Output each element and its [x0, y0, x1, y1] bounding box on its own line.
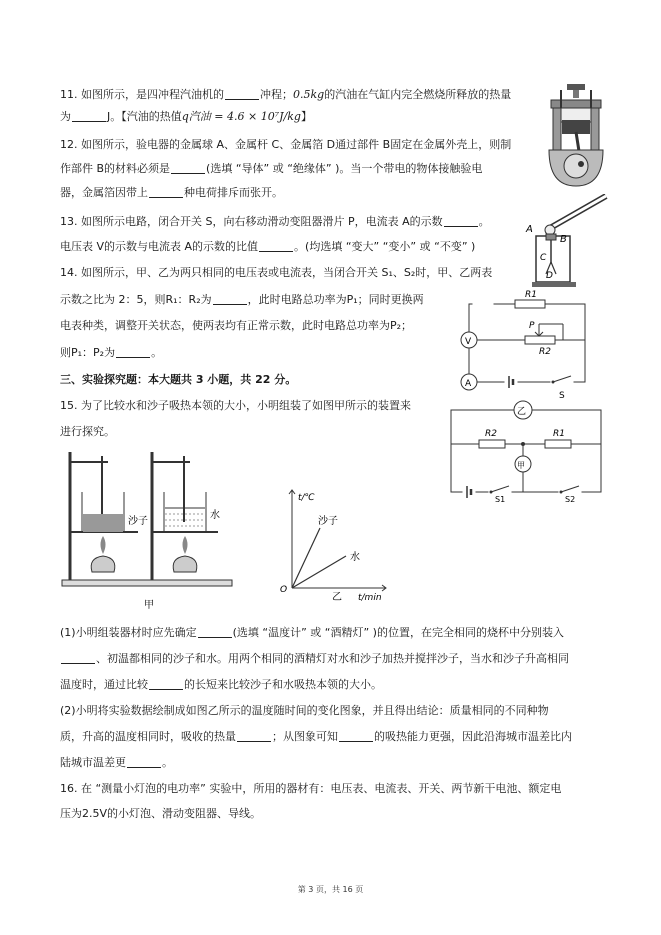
q14-line4: 则P₁：P₂为 。	[60, 346, 163, 359]
answer-blank[interactable]	[213, 293, 247, 305]
answer-blank[interactable]	[72, 110, 106, 122]
q15-s2-line2: 质，升高的温度相同时，吸收的热量 ；从图象可知 的吸热能力更强，因此沿海城市温差比内	[60, 730, 572, 743]
q15-s1-line3: 温度时，通过比较 的长短来比较沙子和水吸热本领的大小。	[60, 678, 382, 691]
engine-figure	[545, 82, 607, 190]
voltmeter-label: V	[465, 337, 472, 347]
label-water: 水	[210, 510, 220, 521]
circuit-q14-figure	[445, 398, 605, 502]
section-heading: 三、实验探究题：本大题共 3 小题，共 22 分。	[60, 373, 297, 386]
q11-line1: 11. 如图所示，是四冲程汽油机的 冲程；0.5kg的汽油在气缸内完全燃烧所释放的热量	[60, 88, 512, 101]
q15-line2: 进行探究。	[60, 425, 115, 438]
q16-line2: 压为2.5V的小灯泡、滑动变阻器、导线。	[60, 807, 262, 820]
q14-line2: 示数之比为 2：5，则R₁：R₂为 ，此时电路总功率为P₁；同时更换两	[60, 293, 424, 306]
answer-blank[interactable]	[61, 652, 95, 664]
label-R1: R1	[525, 290, 537, 300]
label-R2: R2	[485, 429, 497, 439]
answer-blank[interactable]	[198, 626, 232, 638]
label-S1: S1	[495, 495, 506, 502]
answer-blank[interactable]	[171, 162, 205, 174]
label-D: D	[546, 271, 553, 281]
water-line-label: 水	[350, 552, 360, 563]
answer-blank[interactable]	[149, 678, 183, 690]
label-B: B	[560, 234, 567, 245]
y-axis-label: t/℃	[298, 493, 315, 503]
answer-blank[interactable]	[339, 730, 373, 742]
label-R2: R2	[539, 347, 551, 357]
q13-line2: 电压表 V的示数与电流表 A的示数的比值 。(均选填 “变大” “变小” 或 “不变” )	[60, 240, 476, 253]
q14-line1: 14. 如图所示，甲、乙为两只相同的电压表或电流表，当闭合开关 S₁、S₂时，甲、乙两表	[60, 266, 493, 279]
q15-s2-line1: (2)小明将实验数据绘制成如图乙所示的温度随时间的变化图象，并且得出结论：质量相同的不同种物	[60, 704, 549, 717]
label-S2: S2	[565, 495, 576, 502]
answer-blank[interactable]	[259, 240, 293, 252]
caption-yi: 乙	[332, 592, 342, 603]
ammeter-label: A	[465, 379, 472, 389]
caption-jia: 甲	[144, 600, 154, 611]
heating-apparatus-figure	[58, 448, 236, 614]
answer-blank[interactable]	[127, 756, 161, 768]
label-C: C	[540, 253, 547, 263]
label-S: S	[559, 391, 565, 398]
temperature-time-graph	[274, 480, 392, 604]
q15-line1: 15. 为了比较水和沙子吸热本领的大小，小明组装了如图甲所示的装置来	[60, 399, 411, 412]
q11-line2: 为 J。【汽油的热值q汽油 = 4.6 × 10⁷J/kg】	[60, 110, 312, 123]
label-P: P	[529, 321, 535, 331]
sand-line-label: 沙子	[318, 516, 338, 527]
q13-line1: 13. 如图所示电路，闭合开关 S，向右移动滑动变阻器滑片 P，电流表 A的示数 。	[60, 215, 490, 228]
q12-line3: 器，金属箔因带上 种电荷排斥而张开。	[60, 186, 283, 199]
answer-blank[interactable]	[225, 88, 259, 100]
answer-blank[interactable]	[116, 346, 150, 358]
label-A: A	[526, 224, 533, 235]
meter-yi-label: 乙	[517, 407, 527, 417]
meter-jia-label: 甲	[517, 461, 525, 470]
label-R1: R1	[553, 429, 565, 439]
q12-line2: 作部件 B的材料必须是 (选填 “导体” 或 “绝缘体” )。当一个带电的物体接触验电	[60, 162, 483, 175]
circuit-q13-figure	[455, 288, 595, 398]
q15-s2-line3: 陆城市温差更 。	[60, 756, 173, 769]
q15-s1-line2: 、初温都相同的沙子和水。用两个相同的酒精灯对水和沙子加热并搅拌沙子，当水和沙子升高相同	[60, 651, 569, 667]
x-axis-label: t/min	[358, 593, 382, 603]
q16-line1: 16. 在 “测量小灯泡的电功率” 实验中，所用的器材有：电压表、电流表、开关、两节新干电池、额定电	[60, 782, 562, 795]
page-footer: 第 3 页，共 16 页	[297, 885, 364, 894]
q12-line1: 12. 如图所示，验电器的金属球 A、金属杆 C、金属箔 D通过部件 B固定在金属外壳上，则制	[60, 138, 512, 151]
q14-line3: 电表种类，调整开关状态，使两表均有正常示数，此时电路总功率为P₂；	[60, 319, 413, 332]
answer-blank[interactable]	[149, 186, 183, 198]
answer-blank[interactable]	[444, 215, 478, 227]
q15-s1-line1: (1)小明组装器材时应先确定 (选填 “温度计” 或 “酒精灯” )的位置，在完全相同的烧杯中分别装入	[60, 626, 564, 639]
electroscope-figure	[522, 194, 612, 290]
answer-blank[interactable]	[237, 730, 271, 742]
origin-label: O	[280, 585, 288, 595]
label-sand: 沙子	[128, 516, 148, 527]
